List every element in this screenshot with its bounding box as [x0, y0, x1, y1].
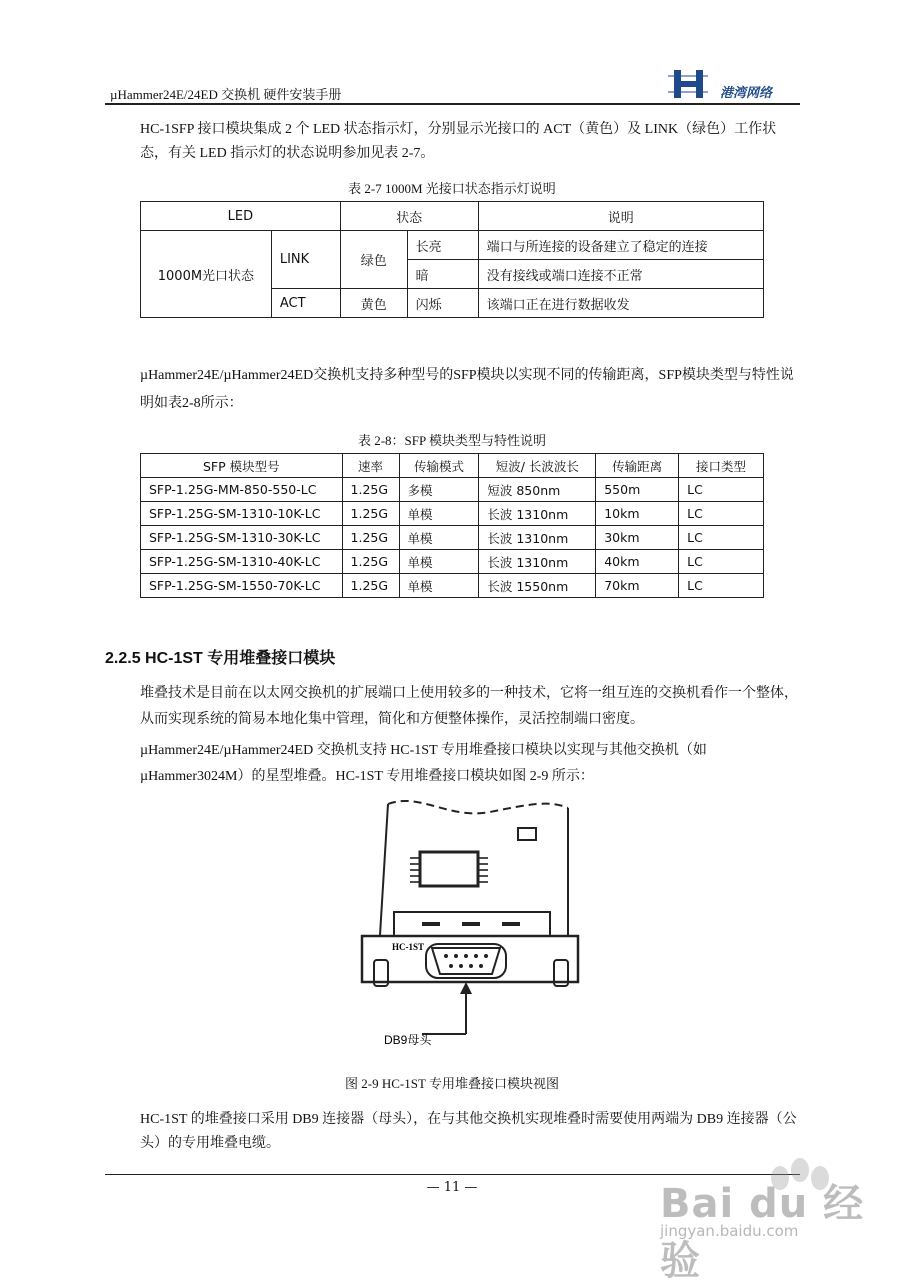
table-row	[141, 231, 764, 260]
header-title: µHammer24E/24ED 交换机 硬件安装手册	[110, 87, 342, 102]
table-header-row	[141, 202, 764, 231]
cell-rate: 1.25G	[342, 550, 399, 574]
state-off-desc: 没有接线或端口连接不正常	[478, 260, 763, 289]
table-row	[141, 526, 764, 550]
cell-rate: 1.25G	[342, 574, 399, 598]
yellow-cell: 黄色	[340, 289, 407, 318]
cell-rate: 1.25G	[342, 502, 399, 526]
col-header-status: 状态	[340, 202, 478, 231]
cell-interface: LC	[679, 574, 764, 598]
cell-mode: 单模	[399, 550, 479, 574]
green-cell: 绿色	[340, 231, 407, 289]
cell-wavelength: 短波 850nm	[479, 478, 596, 502]
page-number: — 11 —	[426, 1180, 478, 1195]
cell-wavelength: 长波 1310nm	[479, 502, 596, 526]
group-cell: 1000M光口状态	[141, 231, 272, 318]
hc1st-module-figure	[340, 790, 600, 1060]
table-row	[141, 478, 764, 502]
state-on-cell: 长亮	[407, 231, 478, 260]
hc1st-paragraph: µHammer24E/µHammer24ED 交换机支持 HC-1ST 专用堆叠接口模块以实现与其他交换机（如µHammer3024M）的星型堆叠。HC-1ST 专用堆叠接口模块如图 2-9 所示：	[140, 743, 707, 784]
cell-mode: 单模	[399, 574, 479, 598]
cell-mode: 单模	[399, 502, 479, 526]
act-cell: ACT	[271, 289, 340, 318]
cell-model: SFP-1.25G-SM-1550-70K-LC	[141, 574, 343, 598]
state-blink-desc: 该端口正在进行数据收发	[478, 289, 763, 318]
state-on-desc: 端口与所连接的设备建立了稳定的连接	[478, 231, 763, 260]
sfp-paragraph: µHammer24E/µHammer24ED交换机支持多种型号的SFP模块以实现不同的传输距离，SFP模块类型与特性说明如表2-8所示：	[140, 368, 794, 411]
cell-model: SFP-1.25G-SM-1310-30K-LC	[141, 526, 343, 550]
brand-name: 港湾网络	[720, 86, 773, 101]
cell-distance: 40km	[596, 550, 679, 574]
cell-rate: 1.25G	[342, 526, 399, 550]
section-title: 2.2.5 HC-1ST 专用堆叠接口模块	[105, 650, 336, 667]
cell-rate: 1.25G	[342, 478, 399, 502]
cell-wavelength: 长波 1310nm	[479, 550, 596, 574]
watermark-url: jingyan.baidu.com	[660, 1222, 799, 1240]
table-row	[141, 502, 764, 526]
led-status-table	[140, 201, 764, 318]
cell-model: SFP-1.25G-SM-1310-10K-LC	[141, 502, 343, 526]
table-row	[141, 550, 764, 574]
module-label: HC-1ST	[392, 942, 425, 952]
cell-interface: LC	[679, 478, 764, 502]
table27-caption: 表 2-7 1000M 光接口状态指示灯说明	[348, 181, 556, 196]
intro-paragraph: HC-1SFP 接口模块集成 2 个 LED 状态指示灯，分别显示光接口的 ACT（黄色）及 LINK（绿色）工作状态，有关 LED 指示灯的状态说明参加见表 2-7。	[140, 122, 777, 161]
cell-distance: 30km	[596, 526, 679, 550]
cell-distance: 70km	[596, 574, 679, 598]
header-rule	[105, 103, 800, 105]
connector-label: DB9母头	[384, 1033, 432, 1047]
cell-mode: 多模	[399, 478, 479, 502]
table-header-row	[141, 454, 764, 478]
cell-wavelength: 长波 1310nm	[479, 526, 596, 550]
col-header-rate: 速率	[342, 454, 399, 478]
table-row	[141, 574, 764, 598]
cell-interface: LC	[679, 526, 764, 550]
col-header-distance: 传输距离	[596, 454, 679, 478]
watermark-brand: Bai du 经验	[660, 1181, 865, 1280]
col-header-led: LED	[141, 202, 341, 231]
cell-distance: 550m	[596, 478, 679, 502]
state-blink-cell: 闪烁	[407, 289, 478, 318]
col-header-desc: 说明	[478, 202, 763, 231]
cell-interface: LC	[679, 502, 764, 526]
cell-model: SFP-1.25G-MM-850-550-LC	[141, 478, 343, 502]
cell-wavelength: 长波 1550nm	[479, 574, 596, 598]
cell-model: SFP-1.25G-SM-1310-40K-LC	[141, 550, 343, 574]
cell-mode: 单模	[399, 526, 479, 550]
col-header-interface: 接口类型	[679, 454, 764, 478]
link-cell: LINK	[271, 231, 340, 289]
table28-caption: 表 2-8：SFP 模块类型与特性说明	[357, 433, 547, 448]
cell-distance: 10km	[596, 502, 679, 526]
sfp-module-table	[140, 453, 764, 598]
col-header-model: SFP 模块型号	[141, 454, 343, 478]
cable-paragraph: HC-1ST 的堆叠接口采用 DB9 连接器（母头），在与其他交换机实现堆叠时需要使用两端为 DB9 连接器（公头）的专用堆叠电缆。	[140, 1112, 797, 1151]
state-off-cell: 暗	[407, 260, 478, 289]
figure-caption: 图 2-9 HC-1ST 专用堆叠接口模块视图	[345, 1076, 559, 1091]
cell-interface: LC	[679, 550, 764, 574]
col-header-mode: 传输模式	[399, 454, 479, 478]
stacking-paragraph: 堆叠技术是目前在以太网交换机的扩展端口上使用较多的一种技术，它将一组互连的交换机看作一个整体，从而实现系统的简易本地化集中管理，简化和方便整体操作，灵活控制端口密度。	[140, 686, 798, 727]
col-header-wavelength: 短波/ 长波波长	[479, 454, 596, 478]
